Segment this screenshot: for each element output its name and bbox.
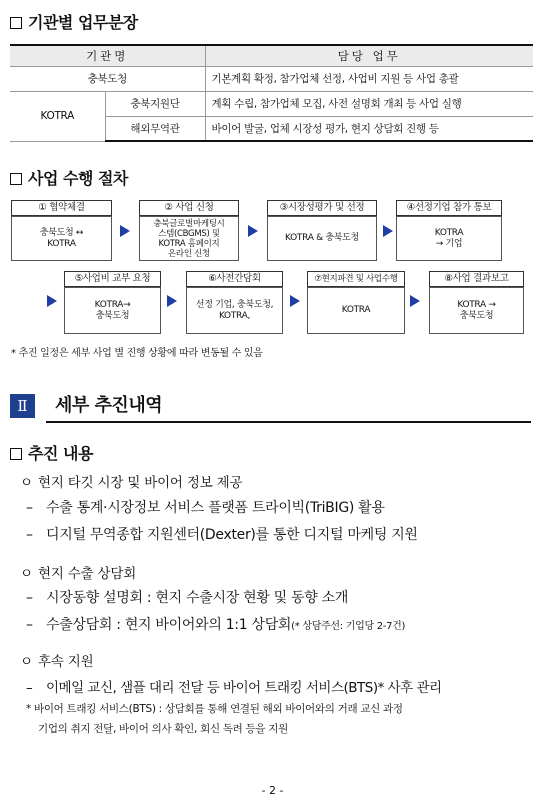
process-step-title: ⑧사업 결과보고 [429, 271, 524, 287]
circle-bullet-icon: ㅇ [20, 654, 33, 670]
item-text: 수출 통계·시장정보 서비스 플랫폼 트라이빅(TriBIG) 활용 [46, 500, 385, 516]
table-row [10, 91, 533, 116]
process-step-body: 충북글로벌마케팅시 스템(CBGMS) 및 KOTRA 홈페이지 온라인 신청 [139, 216, 239, 261]
item-note: (* 상담주선: 기업당 2-7건) [291, 621, 406, 632]
table-cell-duty: 기본계획 확정, 참가업체 선정, 사업비 지원 등 사업 총괄 [205, 66, 533, 91]
dash-bullet-icon: – [26, 527, 33, 543]
dash-bullet-icon: – [26, 617, 33, 633]
process-step-body: 선정 기업, 충북도청, KOTRA, [186, 287, 283, 334]
page-number: - 2 - [261, 784, 284, 797]
item-text: 시장동향 설명회 : 현지 수출시장 현황 및 동향 소개 [46, 590, 349, 606]
process-step-title: ④선정기업 참가 통보 [396, 200, 502, 216]
section-heading-process [10, 166, 128, 189]
section-title: 사업 수행 절차 [28, 169, 128, 188]
process-note: * 추진 일정은 세부 사업 별 진행 상황에 따라 변동될 수 있음 [11, 348, 263, 359]
process-step-body: KOTRA → 기업 [396, 216, 502, 261]
list-item-level1 [20, 471, 242, 491]
arrow-right-icon [248, 225, 258, 237]
process-step-body: KOTRA [307, 287, 405, 334]
item-text: 수출상담회 : 현지 바이어와의 1:1 상담회 [46, 617, 292, 633]
dash-bullet-icon: – [26, 590, 33, 606]
item-text: 후속 지원 [38, 654, 94, 670]
list-item-level2 [26, 676, 442, 696]
process-step-title: ② 사업 신청 [139, 200, 239, 216]
table-header-duty: 담당 업무 [205, 45, 533, 66]
process-step-body: KOTRA & 충북도청 [267, 216, 377, 261]
roles-table [10, 44, 533, 142]
table-cell-suborg: 충북지원단 [105, 91, 205, 116]
arrow-right-icon [410, 295, 420, 307]
footnote-line: 기업의 취지 전달, 바이어 의사 확인, 회신 독려 등을 지원 [38, 723, 288, 735]
list-item-level1 [20, 650, 93, 670]
process-step-body: 충북도청 ↔ KOTRA [11, 216, 112, 261]
process-step-title: ③시장성평가 및 선정 [267, 200, 377, 216]
table-cell-duty: 바이어 발굴, 업체 시장성 평가, 현지 상담회 진행 등 [205, 116, 533, 141]
table-cell-org: KOTRA [10, 91, 105, 141]
section-heading-content [10, 441, 93, 464]
table-row [10, 66, 533, 91]
table-cell-duty: 계획 수립, 참가업체 모집, 사전 설명회 개최 등 사업 실행 [205, 91, 533, 116]
chapter-number-box: Ⅱ [10, 394, 35, 418]
circle-bullet-icon: ㅇ [20, 475, 33, 491]
process-step-body: KOTRA → 충북도청 [429, 287, 524, 334]
process-step-title: ⑤사업비 교부 요청 [64, 271, 161, 287]
section-title: 기관별 업무분장 [28, 13, 138, 32]
process-step-title: ① 협약체결 [11, 200, 112, 216]
table-header-row [10, 45, 533, 66]
section-heading-roles [10, 10, 138, 33]
arrow-right-icon [383, 225, 393, 237]
list-item-level1 [20, 562, 136, 582]
item-text: 이메일 교신, 샘플 대리 전달 등 바이어 트래킹 서비스(BTS)* 사후 관리 [46, 680, 442, 696]
circle-bullet-icon: ㅇ [20, 566, 33, 582]
section-title: 추진 내용 [28, 444, 93, 463]
arrow-right-icon [47, 295, 57, 307]
table-cell-suborg: 해외무역관 [105, 116, 205, 141]
chapter-underline [46, 421, 531, 423]
arrow-right-icon [167, 295, 177, 307]
chapter-title: 세부 추진내역 [55, 395, 163, 416]
process-step-title: ⑦현지파견 및 사업수행 [307, 271, 405, 287]
table-header-org: 기관명 [10, 45, 205, 66]
process-step-body: KOTRA→ 충북도청 [64, 287, 161, 334]
item-text: 디지털 무역종합 지원센터(Dexter)를 통한 디지털 마케팅 지원 [46, 527, 418, 543]
list-item-level2 [26, 524, 418, 544]
square-bullet-icon [10, 17, 22, 29]
square-bullet-icon [10, 448, 22, 460]
arrow-right-icon [290, 295, 300, 307]
list-item-level2 [26, 614, 405, 634]
dash-bullet-icon: – [26, 500, 33, 516]
list-item-level2 [26, 497, 385, 517]
dash-bullet-icon: – [26, 680, 33, 696]
list-item-level2 [26, 587, 348, 607]
square-bullet-icon [10, 173, 22, 185]
item-text: 현지 수출 상담회 [38, 566, 137, 582]
process-step-title: ⑥사전간담회 [186, 271, 283, 287]
table-cell-org: 충북도청 [10, 66, 205, 91]
arrow-right-icon [120, 225, 130, 237]
item-text: 현지 타깃 시장 및 바이어 정보 제공 [38, 475, 243, 491]
footnote-line: * 바이어 트래킹 서비스(BTS) : 상담회를 통해 연결된 해외 바이어와의 거래 교신 과정 [26, 703, 403, 715]
